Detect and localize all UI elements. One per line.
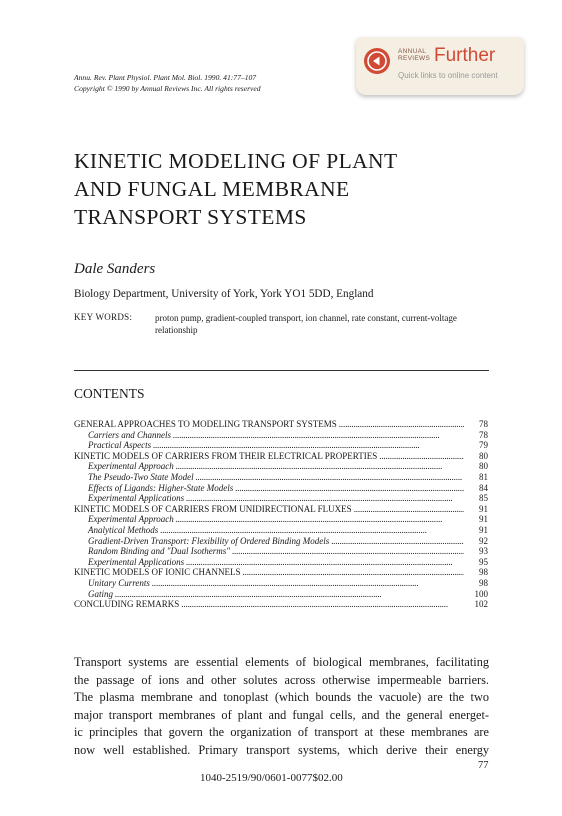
citation-line-1: Annu. Rev. Plant Physiol. Plant Mol. Biol. 1990. 41:77–107	[74, 73, 257, 82]
toc-label: CONCLUDING REMARKS	[74, 599, 180, 610]
toc-leader-dots	[232, 546, 464, 556]
toc-subentry[interactable]	[74, 493, 488, 504]
table-of-contents	[74, 419, 488, 610]
toc-leader-dots	[379, 451, 464, 461]
toc-label: GENERAL APPROACHES TO MODELING TRANSPORT SYSTEMS	[74, 419, 337, 429]
badge-brand-bottom: REVIEWS	[398, 55, 431, 62]
article-title	[74, 147, 398, 231]
toc-page-number: 78	[479, 429, 488, 440]
toc-page-number: 98	[479, 567, 488, 578]
toc-label: Random Binding and "Dual Isotherms"	[88, 546, 231, 557]
author-affiliation: Biology Department, University of York, York YO1 5DD, England	[74, 288, 374, 300]
toc-page-number: 98	[479, 577, 488, 588]
keywords-text: proton pump, gradient-coupled transport, ion channel, rate constant, current-voltage relationship	[155, 313, 457, 335]
citation-line-2: Copyright © 1990 by Annual Reviews Inc. All rights reserved	[74, 84, 261, 93]
toc-leader-dots	[186, 557, 464, 567]
title-line: TRANSPORT SYSTEMS	[74, 205, 307, 229]
toc-label: Gradient-Driven Transport: Flexibility of Ordered Binding Models	[88, 535, 330, 546]
page-number: 77	[478, 760, 489, 771]
toc-page-number: 92	[479, 535, 488, 546]
contents-divider	[74, 370, 489, 371]
toc-leader-dots	[339, 419, 464, 429]
toc-leader-dots	[152, 578, 464, 588]
keywords-label: KEY WORDS:	[74, 312, 133, 322]
toc-leader-dots	[176, 514, 464, 524]
toc-subentry[interactable]	[74, 536, 488, 547]
body-line: Transport systems are essential elements of biological membranes, facilitating	[74, 655, 489, 669]
toc-leader-dots	[354, 504, 464, 514]
journal-citation	[74, 72, 261, 94]
toc-label: Effects of Ligands: Higher-State Models	[88, 482, 234, 493]
author-name: Dale Sanders	[74, 261, 156, 277]
badge-tagline: Quick links to online content	[398, 71, 498, 80]
toc-page-number: 84	[479, 482, 488, 493]
toc-page-number: 102	[474, 599, 488, 610]
toc-entry[interactable]	[74, 419, 488, 430]
toc-label: Analytical Methods	[88, 524, 159, 535]
footer-price-code: 1040-2519/90/0601-0077$02.00	[200, 772, 343, 784]
toc-subentry[interactable]	[74, 461, 488, 472]
toc-label: Experimental Approach	[88, 514, 174, 525]
toc-page-number: 91	[479, 503, 488, 514]
body-line: major transport membranes of plant and fungal cells, and the general energet-	[74, 707, 489, 722]
toc-page-number: 79	[479, 440, 488, 451]
toc-entry[interactable]	[74, 504, 488, 515]
toc-label: Experimental Approach	[88, 461, 174, 472]
toc-leader-dots	[176, 461, 464, 471]
toc-subentry[interactable]	[74, 578, 488, 589]
toc-leader-dots	[196, 472, 464, 482]
play-arrow-icon	[364, 48, 390, 74]
toc-label: The Pseudo-Two State Model	[88, 471, 194, 482]
toc-leader-dots	[160, 525, 464, 535]
toc-page-number: 85	[479, 493, 488, 504]
toc-label: KINETIC MODELS OF CARRIERS FROM UNIDIRECTIONAL FLUXES	[74, 503, 352, 514]
contents-heading: CONTENTS	[74, 386, 145, 401]
toc-subentry[interactable]	[74, 546, 488, 557]
toc-subentry[interactable]	[74, 557, 488, 568]
toc-page-number: 91	[479, 524, 488, 535]
toc-label: KINETIC MODELS OF CARRIERS FROM THEIR ELECTRICAL PROPERTIES	[74, 450, 378, 461]
title-line: AND FUNGAL MEMBRANE	[74, 177, 350, 201]
toc-entry[interactable]	[74, 567, 488, 578]
toc-subentry[interactable]	[74, 525, 488, 536]
badge-further-label: Further	[434, 45, 496, 66]
annual-reviews-further-badge[interactable]	[356, 37, 524, 95]
toc-subentry[interactable]	[74, 514, 488, 525]
toc-subentry[interactable]	[74, 483, 488, 494]
toc-leader-dots	[181, 599, 464, 609]
toc-leader-dots	[186, 493, 464, 503]
toc-leader-dots	[153, 440, 464, 450]
toc-page-number: 95	[479, 556, 488, 567]
toc-leader-dots	[243, 567, 465, 577]
toc-entry[interactable]	[74, 599, 488, 610]
toc-entry[interactable]	[74, 451, 488, 462]
toc-leader-dots	[173, 430, 464, 440]
body-line: ic principles that govern the organization of transport at these membranes are	[74, 725, 489, 740]
toc-page-number: 80	[479, 450, 488, 461]
toc-page-number: 78	[479, 419, 488, 429]
toc-subentry[interactable]	[74, 430, 488, 441]
toc-page-number: 100	[474, 588, 488, 599]
body-line: now well established. Primary transport systems, which derive their energy	[74, 742, 489, 757]
toc-subentry[interactable]	[74, 472, 488, 483]
toc-label: Unitary Currents	[88, 577, 150, 588]
toc-subentry[interactable]	[74, 440, 488, 451]
toc-label: KINETIC MODELS OF IONIC CHANNELS	[74, 567, 241, 578]
toc-page-number: 81	[479, 471, 488, 482]
toc-leader-dots	[115, 589, 464, 599]
toc-page-number: 93	[479, 546, 488, 557]
body-paragraph	[74, 654, 489, 760]
toc-label: Gating	[88, 588, 114, 599]
toc-page-number: 80	[479, 461, 488, 472]
toc-label: Experimental Applications	[88, 556, 185, 567]
badge-brand-top: ANNUAL	[398, 48, 427, 55]
body-line: the passage of ions and other solutes across otherwise impermeable barriers.	[74, 672, 489, 687]
toc-leader-dots	[235, 483, 464, 493]
badge-brand-text	[398, 48, 430, 62]
toc-page-number: 91	[479, 514, 488, 525]
toc-leader-dots	[331, 536, 464, 546]
toc-label: Practical Aspects	[88, 440, 152, 451]
toc-subentry[interactable]	[74, 589, 488, 600]
body-line: The plasma membrane and tonoplast (which bounds the vacuole) are the two	[74, 690, 489, 705]
toc-label: Carriers and Channels	[88, 429, 172, 440]
title-line: KINETIC MODELING OF PLANT	[74, 149, 398, 173]
toc-label: Experimental Applications	[88, 493, 185, 504]
